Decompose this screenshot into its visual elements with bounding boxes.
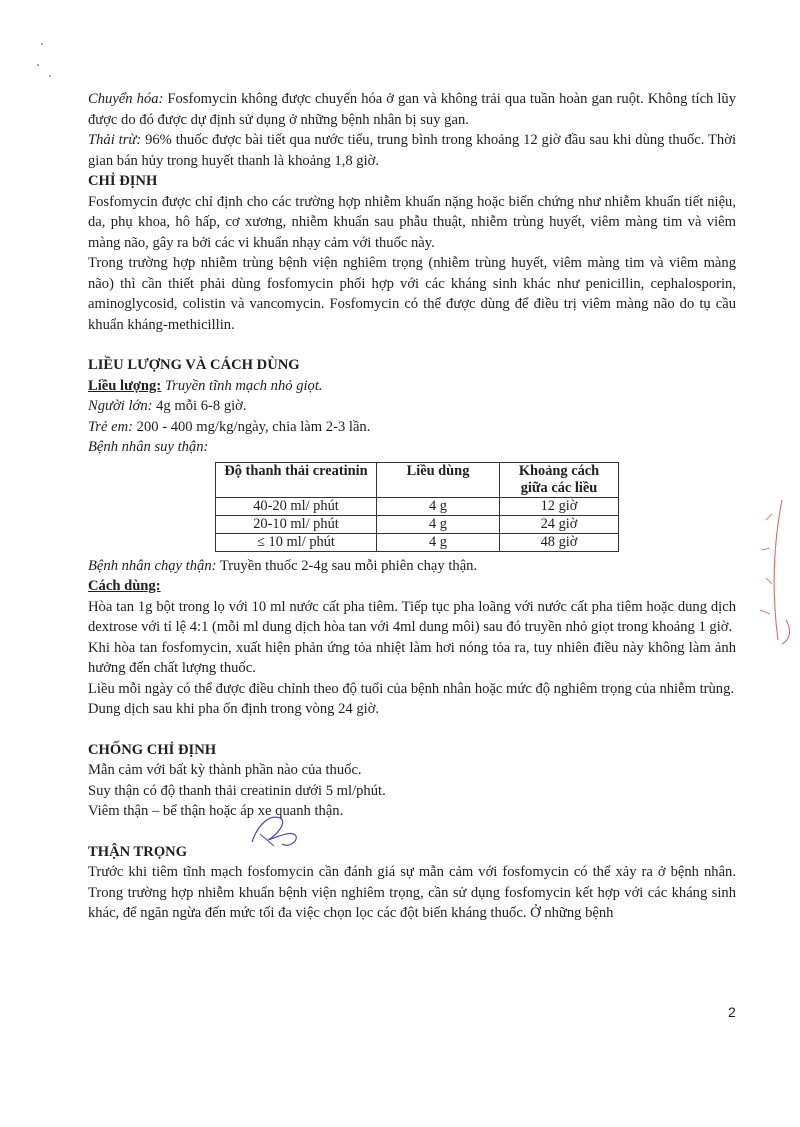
chuyen-hoa-label: Chuyển hóa: [88,91,164,107]
chuyen-hoa-paragraph [88,89,736,130]
table-row [216,533,619,551]
table-cell: 4 g [377,515,500,533]
thai-tru-paragraph [88,130,736,171]
tre-em-text: 200 - 400 mg/kg/ngày, chia làm 2-3 lần. [133,418,371,435]
tre-em-line [88,417,736,438]
list-item: Suy thận có độ thanh thải creatinin dưới 5 ml/phút. [88,782,386,799]
scan-specks [10,30,70,90]
chi-dinh-heading: CHỈ ĐỊNH [88,173,158,189]
handwritten-initial-mark [240,806,320,856]
table-cell: 12 giờ [500,497,619,515]
than-trong-paragraph: Trước khi tiêm tĩnh mạch fosfomycin cần đánh giá sự mẫn cảm với fosfomycin có thể xảy ra ở bệnh nhân. Trong trường hợp nhiễm khuẩn bệnh viện nghiêm trọng, cần sử dụng fosfomycin kết hợp với các kháng sinh khác, để ngăn ngừa đến mức tối đa việc chọn lọc các đột biến kháng thuốc. Ở những bệnh [88,864,736,921]
table-cell: 20-10 ml/ phút [216,515,377,533]
lieu-luong-heading: LIỀU LƯỢNG VÀ CÁCH DÙNG [88,357,300,373]
dose-table-header-row [216,462,619,497]
table-cell: 40-20 ml/ phút [216,497,377,515]
list-item: Mẫn cảm với bất kỳ thành phần nào của thuốc. [88,762,362,778]
table-row [216,515,619,533]
document-body [88,89,736,924]
cach-dung-paragraph-2: Khi hòa tan fosfomycin, xuất hiện phản ứng tỏa nhiệt làm hơi nóng tỏa ra, tuy nhiên điều này không làm ảnh hưởng đến chất lượng thuốc. [88,639,736,676]
table-cell: ≤ 10 ml/ phút [216,533,377,551]
table-row [216,497,619,515]
table-cell: 4 g [377,533,500,551]
lieu-luong-text: Truyền tĩnh mạch nhỏ giọt. [161,377,323,394]
table-cell: 48 giờ [500,533,619,551]
chi-dinh-paragraph-1: Fosfomycin được chỉ định cho các trường hợp nhiễm khuẩn nặng hoặc biến chứng như nhiễm khuẩn tiết niệu, da, phụ khoa, hô hấp, cơ xương, nhiễm khuẩn sau phẫu thuật, nhiễm trùng huyết, viêm màng tim và viêm màng não, gây ra bởi các vi khuẩn nhạy cảm với thuốc này. [88,193,736,251]
page-number: 2 [728,1004,736,1020]
nguoi-lon-label: Người lớn: [88,398,153,414]
chay-than-label: Bệnh nhân chạy thận: [88,557,217,574]
chi-dinh-paragraph-2: Trong trường hợp nhiễm trùng bệnh viện nghiêm trọng (nhiễm trùng huyết, viêm màng tim và viêm màng não) thì cần thiết phải dùng fosfomycin phối hợp với các kháng sinh khác như penicillin, cephalosporin, aminoglycosid, colistin và vancomycin. Fosfomycin có thể được dùng để điều trị viêm màng não do tụ cầu khuẩn kháng-methicillin. [88,255,736,333]
list-item: Viêm thận – bể thận hoặc áp xe quanh thận. [88,803,344,819]
tre-em-label: Trẻ em: [88,418,133,435]
table-cell: 4 g [377,497,500,515]
chong-chi-dinh-heading: CHỐNG CHỈ ĐỊNH [88,741,217,758]
lieu-luong-label: Liều lượng: [88,377,162,394]
thai-tru-text: 96% thuốc được bài tiết qua nước tiểu, trung bình trong khoảng 12 giờ đầu sau khi dùng thuốc. Thời gian bán hủy trong huyết thanh là khoảng 1,8 giờ. [88,132,737,169]
dose-table [215,462,619,552]
dose-table-header: Khoảng cách giữa các liều [500,462,619,497]
suy-than-label: Bệnh nhân suy thận: [88,439,209,455]
cach-dung-paragraph-1: Hòa tan 1g bột trong lọ với 10 ml nước cất pha tiêm. Tiếp tục pha loãng với nước cất pha tiêm hoặc dung dịch dextrose với tỉ lệ 4:1 (mỗi ml dung dịch hòa tan với 4ml dung môi) sau đó truyền nhỏ giọt trong khoảng 1 giờ. [88,598,736,635]
cach-dung-paragraph-3: Liều mỗi ngày có thể được điều chỉnh theo độ tuổi của bệnh nhân hoặc mức độ nghiêm trọng của nhiễm trùng. [88,680,735,697]
chay-than-line [88,556,736,577]
nguoi-lon-line [88,396,736,417]
chuyen-hoa-text: Fosfomycin không được chuyển hóa ở gan và không trải qua tuần hoàn gan ruột. Không tích lũy được do đó được dự định sử dụng ở những bệnh nhân bị suy gan. [88,91,737,128]
than-trong-heading: THẬN TRỌNG [88,843,188,860]
thai-tru-label: Thải trừ: [88,132,142,148]
dose-table-header: Liều dùng [377,462,500,497]
dose-table-header: Độ thanh thải creatinin [216,462,377,497]
cach-dung-label: Cách dùng: [88,578,161,594]
margin-stamp [752,490,798,650]
lieu-luong-line [88,376,736,397]
table-cell: 24 giờ [500,515,619,533]
nguoi-lon-text: 4g mỗi 6-8 giờ. [152,398,247,414]
chay-than-text: Truyền thuốc 2-4g sau mỗi phiên chạy thận. [216,557,478,574]
cach-dung-paragraph-4: Dung dịch sau khi pha ổn định trong vòng 24 giờ. [88,701,380,717]
